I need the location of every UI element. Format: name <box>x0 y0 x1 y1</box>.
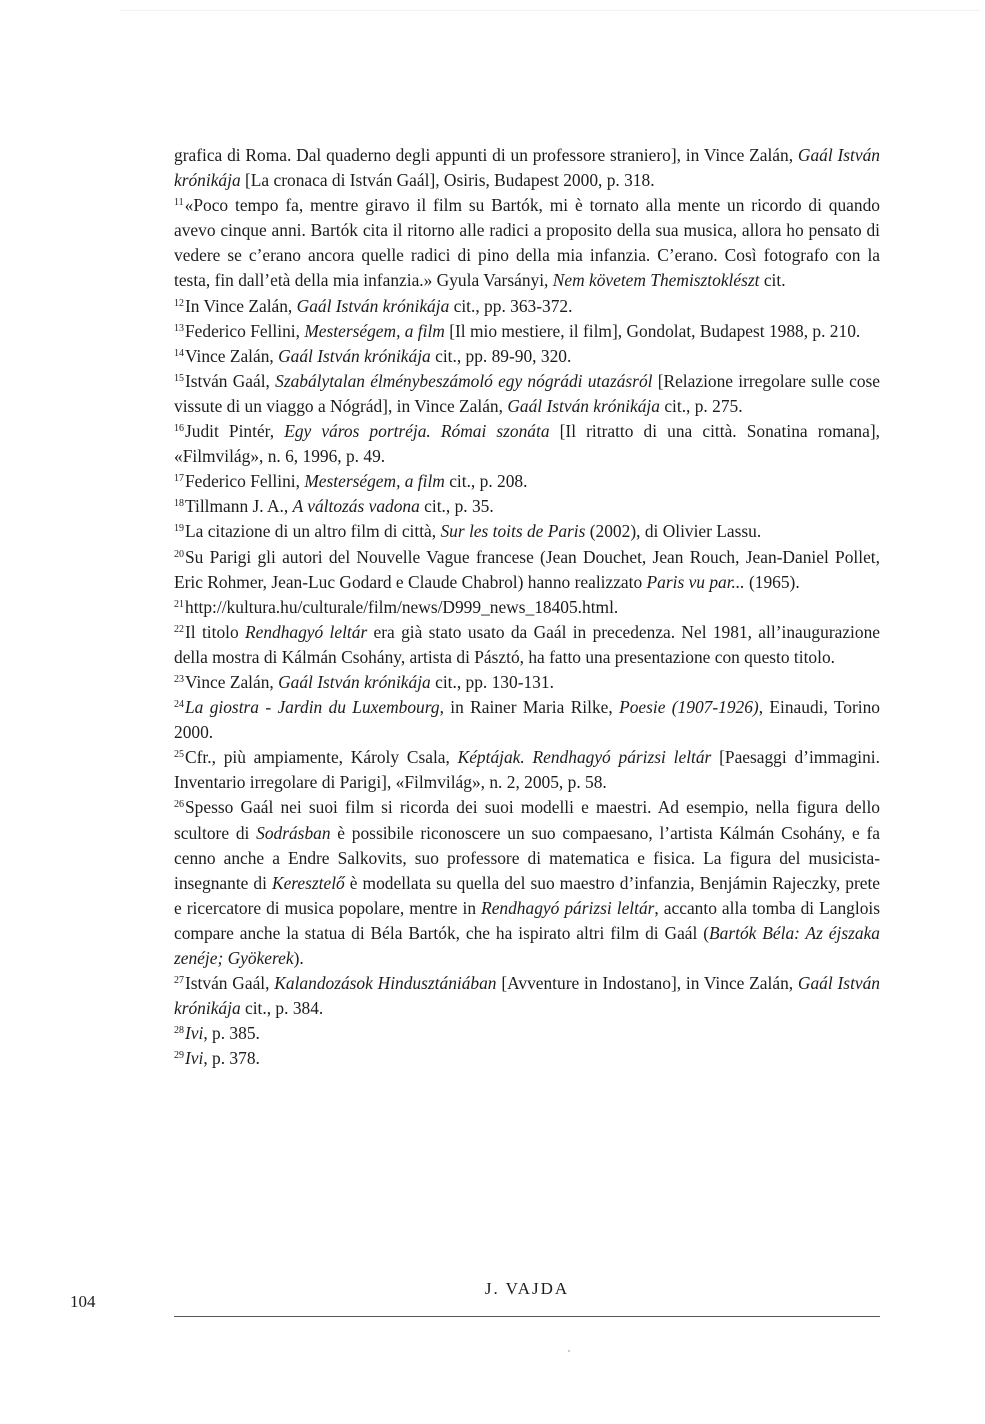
footnote <box>174 745 880 795</box>
footnote-text: Federico Fellini, Mesterségem, a film cit., p. 208. <box>185 471 528 492</box>
footnote <box>174 620 880 670</box>
page-number: 104 <box>70 1292 96 1311</box>
footnote-number: 17 <box>174 473 184 485</box>
footnotes-block <box>174 143 880 1071</box>
footnote <box>174 795 880 971</box>
footnote <box>174 695 880 745</box>
footnote-text: In Vince Zalán, Gaál István krónikája cit., pp. 363-372. <box>185 295 573 316</box>
footnote <box>174 193 880 293</box>
footnote <box>174 519 880 544</box>
footnote-text: István Gaál, Szabálytalan élménybeszámoló egy nógrádi utazásról [Relazione irregolare sulle cose vissute di un viaggo a Nógrád], in Vince Zalán, Gaál István krónikája cit., p. 275. <box>174 370 881 416</box>
scan-speck <box>568 1350 570 1352</box>
footnote-number: 27 <box>174 975 184 987</box>
footnote <box>174 143 880 193</box>
footnote-text: Judit Pintér, Egy város portréja. Római szonáta [Il ritratto di una città. Sonatina romana], «Filmvilág», n. 6, 1996, p. 49. <box>174 421 880 467</box>
footnote-number: 15 <box>174 372 184 384</box>
footnote-text: La citazione di un altro film di città, Sur les toits de Paris (2002), di Olivier Lassu. <box>185 521 762 542</box>
footnote-number: 22 <box>174 623 184 635</box>
footnote-text: grafica di Roma. Dal quaderno degli appunti di un professore straniero], in Vince Zalán, Gaál István krónikája [La cronaca di István Gaál], Osiris, Budapest 2000, p. 318. <box>174 145 880 191</box>
footnote-number: 26 <box>174 799 184 811</box>
footnote <box>174 1046 880 1071</box>
footnote <box>174 545 880 595</box>
footnote-text: «Poco tempo fa, mentre giravo il film su Bartók, mi è tornato alla mente un ricordo di quando avevo cinque anni. Bartók cita il ritorno alle radici a proposito della sua musica, allora ho pensato di vedere se c’erano ancora quelle radici di pino della mia infanzia. C’erano. Così fotografo con la testa, fin dall’età della mia infanzia.» Gyula Varsányi, Nem követem Themisztoklészt cit. <box>174 195 880 291</box>
footnote-number: 29 <box>174 1050 184 1062</box>
footnote <box>174 1021 880 1046</box>
running-footer-author: J. VAJDA <box>484 1279 570 1298</box>
footnote-number: 13 <box>174 322 184 334</box>
footnote-number: 23 <box>174 673 184 685</box>
footnote-number: 18 <box>174 498 184 510</box>
footnote <box>174 494 880 519</box>
footnote-text: Su Parigi gli autori del Nouvelle Vague francese (Jean Douchet, Jean Rouch, Jean-Daniel Pollet, Eric Rohmer, Jean-Luc Godard e Claude Chabrol) hanno realizzato Paris vu par... (1965). <box>174 546 880 592</box>
footnote-text: Il titolo Rendhagyó leltár era già stato usato da Gaál in precedenza. Nel 1981, all’inaugurazione della mostra di Kálmán Csohány, artista di Pásztó, ha fatto una presentazione con questo titolo. <box>174 621 880 667</box>
footnote-text: István Gaál, Kalandozások Hindusztániában [Avventure in Indostano], in Vince Zalán, Gaál István krónikája cit., p. 384. <box>174 973 881 1019</box>
footnote-number: 28 <box>174 1025 184 1037</box>
footnote-number: 16 <box>174 423 184 435</box>
footnote-text: Federico Fellini, Mesterségem, a film [Il mio mestiere, il film], Gondolat, Budapest 1988, p. 210. <box>185 320 861 341</box>
footnote-text: Tillmann J. A., A változás vadona cit., p. 35. <box>185 496 494 517</box>
footnote-number: 21 <box>174 598 184 610</box>
footnote-text: La giostra - Jardin du Luxembourg, in Rainer Maria Rilke, Poesie (1907-1926), Einaudi, Torino 2000. <box>174 697 880 743</box>
footnote-number: 19 <box>174 523 184 535</box>
footnote <box>174 294 880 319</box>
footnote-text: Cfr., più ampiamente, Károly Csala, Képtájak. Rendhagyó párizsi leltár [Paesaggi d’immagini. Inventario irregolare di Parigi], «Filmvilág», n. 2, 2005, p. 58. <box>174 747 880 793</box>
footnote-number: 24 <box>174 699 184 711</box>
footnote <box>174 670 880 695</box>
footnote-number: 14 <box>174 347 184 359</box>
footnote-text: Vince Zalán, Gaál István krónikája cit., pp. 89-90, 320. <box>185 345 572 366</box>
scan-edge-line <box>120 10 980 11</box>
footnote-number: 11 <box>174 197 184 209</box>
footer-rule <box>174 1316 880 1317</box>
footnote-text: Vince Zalán, Gaál István krónikája cit., pp. 130-131. <box>185 671 554 692</box>
footnote-text: Ivi, p. 385. <box>185 1023 260 1044</box>
footnote <box>174 319 880 344</box>
footnote <box>174 971 880 1021</box>
footnote <box>174 595 880 620</box>
footnote <box>174 344 880 369</box>
footnote-number: 25 <box>174 749 184 761</box>
footnote-text: http://kultura.hu/culturale/film/news/D999_news_18405.html. <box>185 596 619 617</box>
footnote <box>174 469 880 494</box>
footnote <box>174 369 880 419</box>
footnote-number: 12 <box>174 297 184 309</box>
footnote-number: 20 <box>174 548 184 560</box>
footnote-text: Spesso Gaál nei suoi film si ricorda dei suoi modelli e maestri. Ad esempio, nella figura dello scultore di Sodrásban è possibile riconoscere un suo compaesano, l’artista Kálmán Csohány, e fa cenno anche a Endre Salkovits, suo professore di matematica e fisica. La figura del musicista-insegnante di Keresztelő è modellata su quella del suo maestro d’infanzia, Benjámin Rajeczky, prete e ricercatore di musica popolare, mentre in Rendhagyó párizsi leltár, accanto alla tomba di Langlois compare anche la statua di Béla Bartók, che ha ispirato altri film di Gaál (Bartók Béla: Az éjszaka zenéje; Gyökerek). <box>174 797 881 968</box>
footnote <box>174 419 880 469</box>
footnote-text: Ivi, p. 378. <box>185 1048 260 1069</box>
